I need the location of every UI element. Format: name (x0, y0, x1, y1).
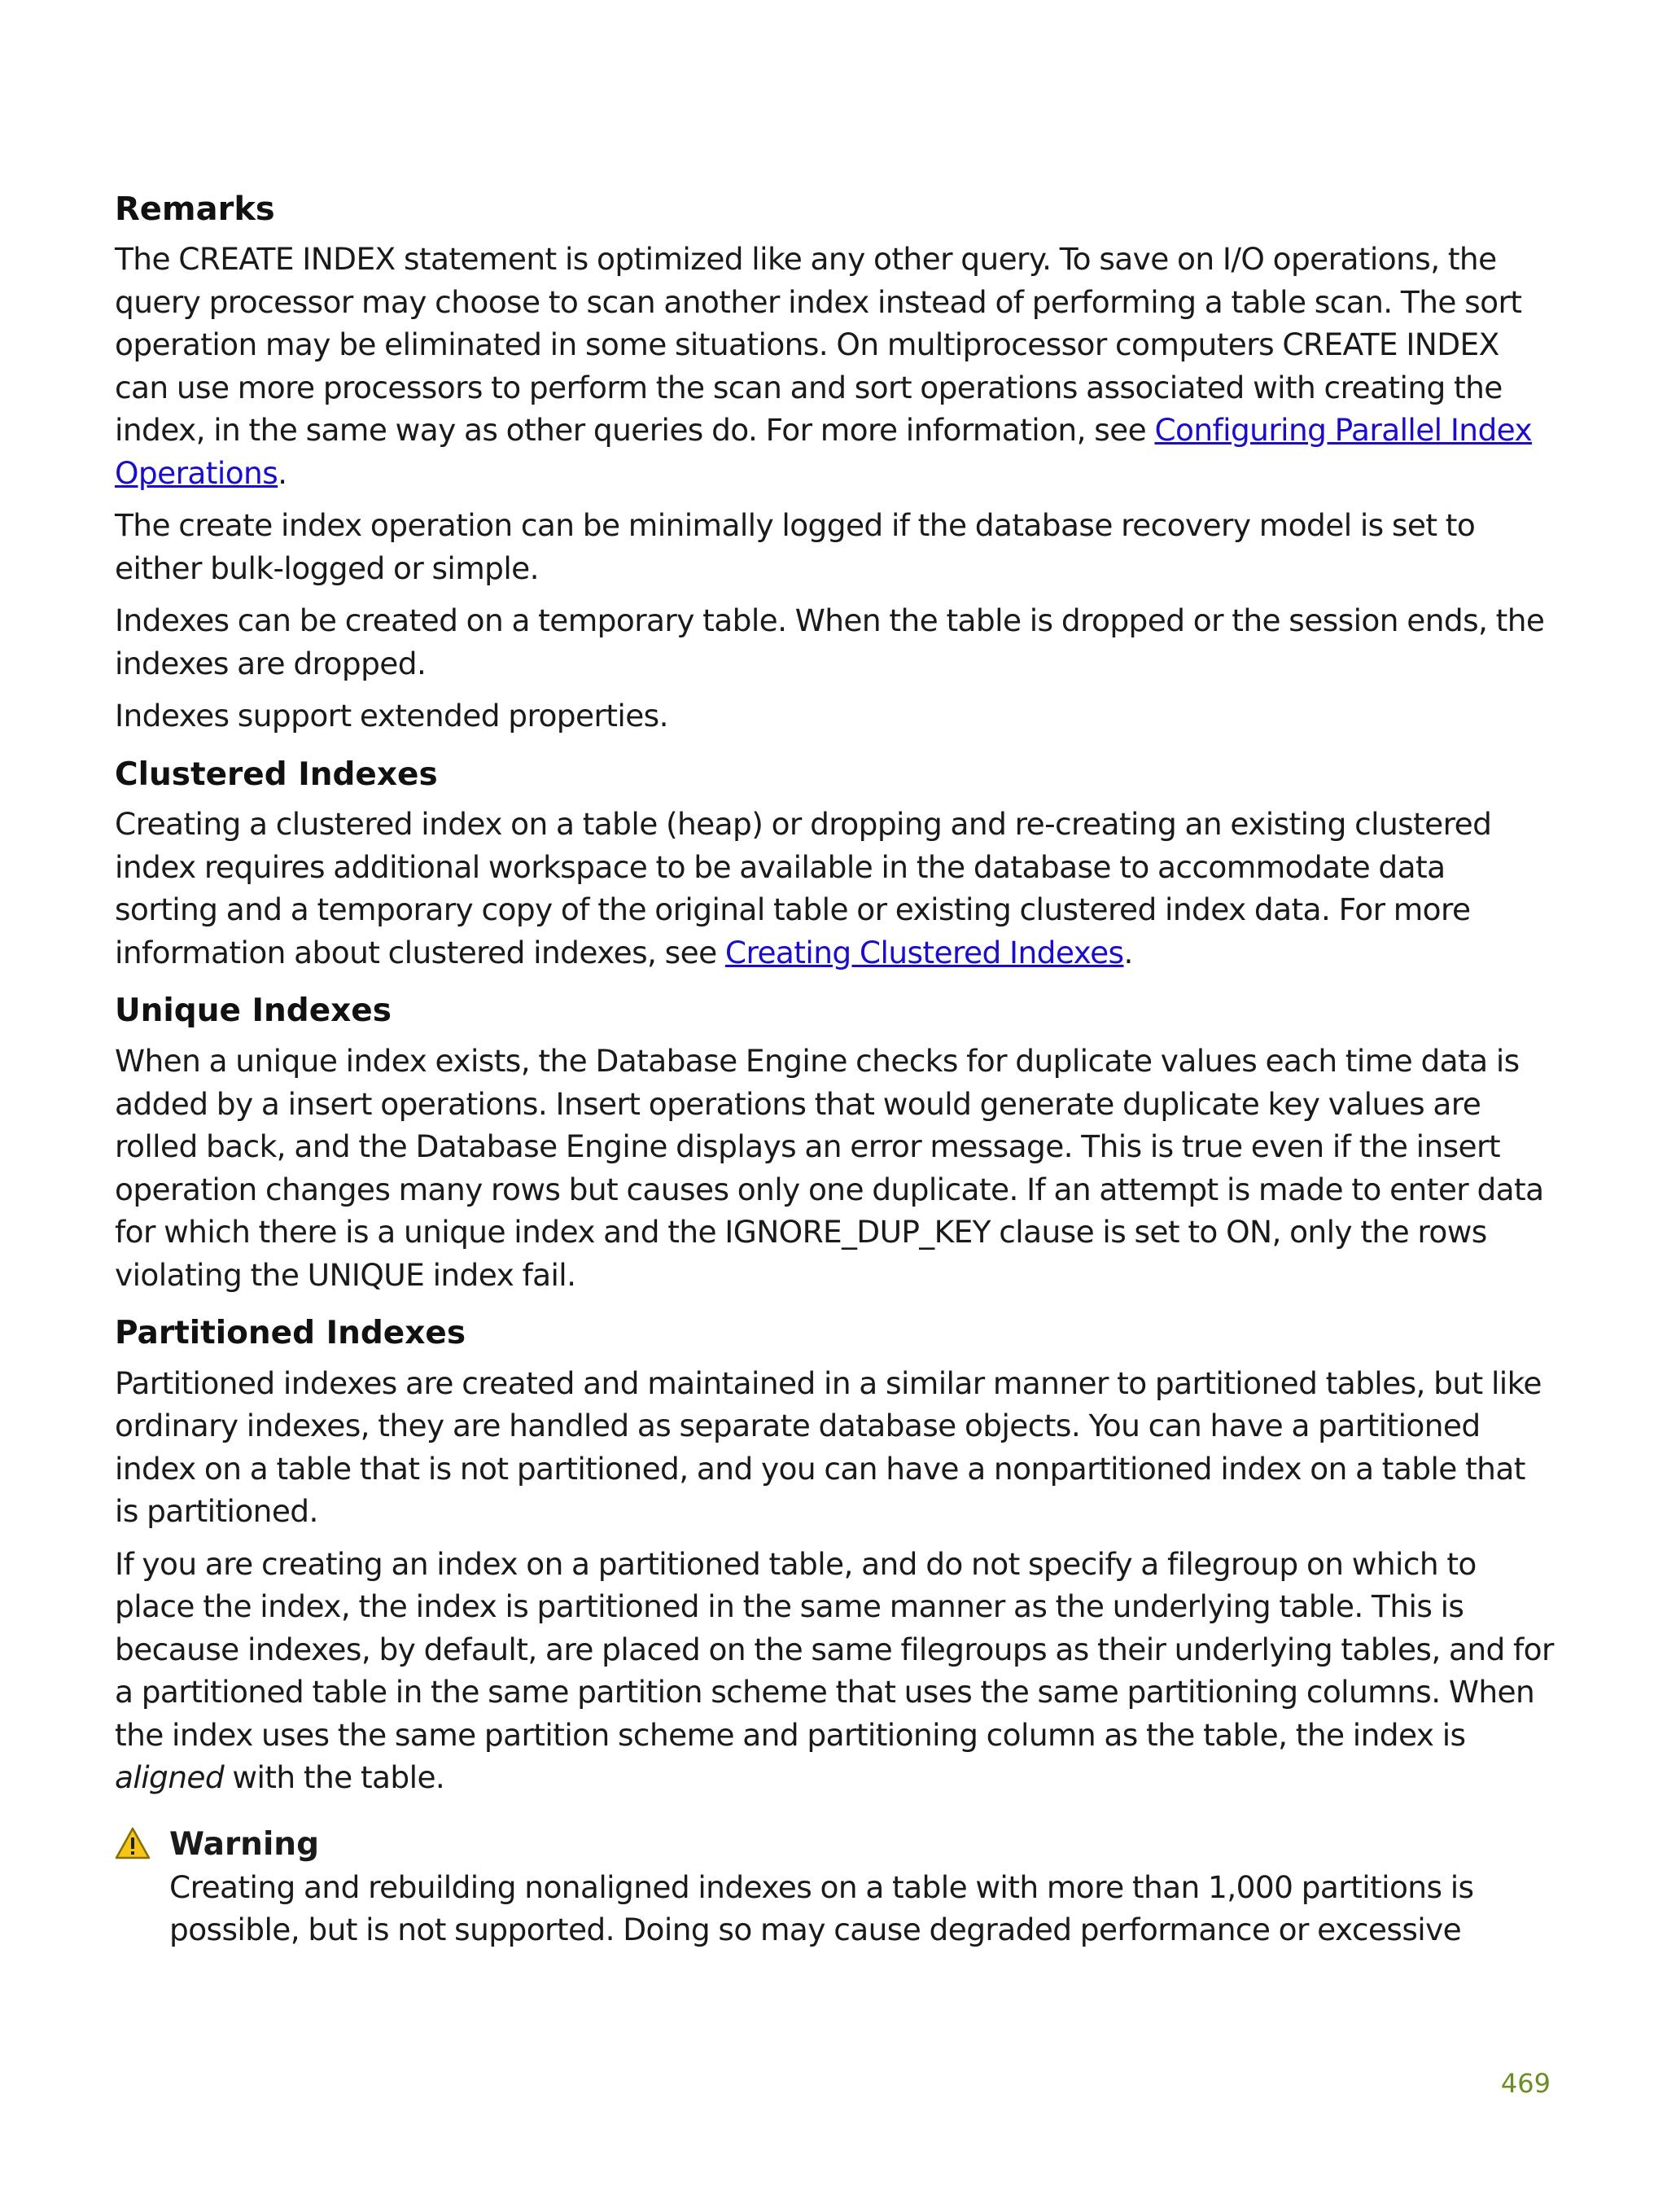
unique-paragraph-1: When a unique index exists, the Database Engine checks for duplicate values each time data is added by a insert operations. Insert operations that would generate duplicate key values are rolled back, and the Database Engine displays an error message. This is true even if the insert operation changes many rows but causes only one duplicate. If an attempt is made to enter data for which there is a unique index and the IGNORE_DUP_KEY clause is set to ON, only the rows violating the UNIQUE index fail. (115, 1043, 1544, 1293)
page-number: 469 (1500, 2068, 1551, 2099)
clustered-p1-end: . (1123, 934, 1133, 970)
warning-callout (115, 1824, 1555, 1951)
remarks-paragraph-2: The create index operation can be minimally logged if the database recovery model is set to either bulk-logged or simple. (115, 507, 1476, 586)
partitioned-paragraph-2 (115, 1543, 1555, 1799)
warning-title: Warning (169, 1825, 319, 1863)
partitioned-indexes-heading: Partitioned Indexes (115, 1315, 466, 1351)
remarks-heading: Remarks (115, 191, 275, 228)
remarks-paragraph-3: Indexes can be created on a temporary table. When the table is dropped or the session ends, the indexes are dropped. (115, 602, 1545, 681)
partitioned-paragraph-1: Partitioned indexes are created and maintained in a similar manner to partitioned tables, but like ordinary indexes, they are handled as separate database objects. You can have a partitioned index on a table that is not partitioned, and you can have a nonpartitioned index on a table that is partitioned. (115, 1364, 1542, 1530)
clustered-paragraph-1 (115, 803, 1555, 974)
clustered-indexes-heading: Clustered Indexes (115, 756, 438, 793)
configuring-parallel-index-operations-link[interactable]: Configuring Parallel Index Operations (115, 412, 1533, 491)
clustered-p1-text: Creating a clustered index on a table (heap) or dropping and re-creating an existing clustered index requires additional workspace to be available in the database to accommodate data sorting and a temporary copy of the original table or existing clustered index data. For more information about clustered indexes, see (115, 806, 1492, 970)
unique-indexes-heading: Unique Indexes (115, 992, 392, 1030)
remarks-p1-text: The CREATE INDEX statement is optimized like any other query. To save on I/O operations, the query processor may choose to scan another index instead of performing a table scan. The sort operation may be eliminated in some situations. On multiprocessor computers CREATE INDEX can use more processors to perform the scan and sort operations associated with creating the index, in the same way as other queries do. For more information, see (115, 241, 1522, 448)
aligned-emphasis: aligned (115, 1759, 225, 1796)
remarks-paragraph-1 (115, 238, 1555, 494)
remarks-p1-end: . (278, 454, 287, 491)
warning-triangle-icon (115, 1827, 151, 1859)
warning-text: Creating and rebuilding nonaligned indexes on a table with more than 1,000 partitions is possible, but is not supported. Doing so may cause degraded performance or excessive (169, 1868, 1474, 1948)
remarks-paragraph-4: Indexes support extended properties. (115, 698, 668, 734)
document-body (115, 189, 1555, 1951)
creating-clustered-indexes-link[interactable]: Creating Clustered Indexes (724, 934, 1124, 970)
partitioned-p2-end: with the table. (224, 1759, 445, 1796)
partitioned-p2-text: If you are creating an index on a partitioned table, and do not specify a filegroup on which to place the index, the index is partitioned in the same manner as the underlying table. This is because indexes, by default, are placed on the same filegroups as their underlying tables, and for a partitioned table in the same partition scheme that uses the same partitioning columns. When the index uses the same partition scheme and partitioning column as the table, the index is (115, 1545, 1554, 1753)
